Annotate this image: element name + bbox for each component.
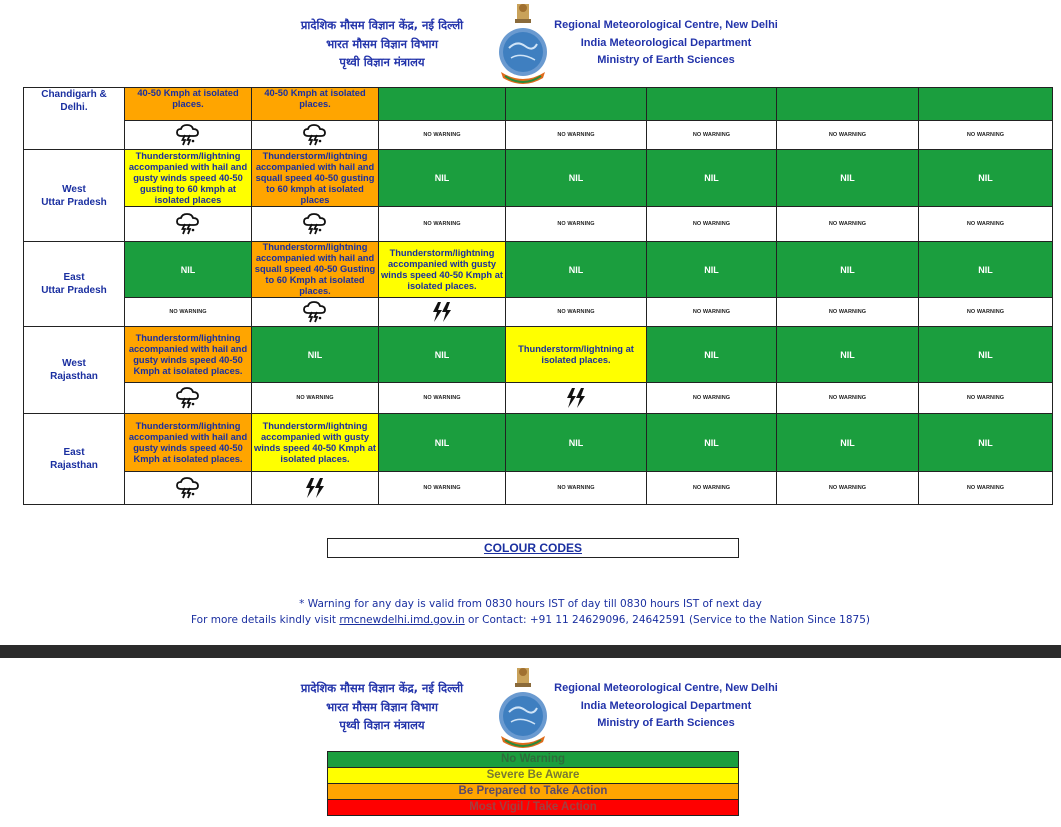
no-warning-label: NO WARNING xyxy=(379,121,506,150)
warning-text-cell xyxy=(647,88,777,121)
thunderstorm-hail-icon xyxy=(125,472,252,505)
thunderstorm-hail-icon xyxy=(252,298,379,327)
no-warning-label: NO WARNING xyxy=(379,383,506,414)
no-warning-label: NO WARNING xyxy=(647,383,777,414)
region-line: Uttar Pradesh xyxy=(41,285,107,296)
no-warning-label: NO WARNING xyxy=(506,121,647,150)
imd-logo-icon xyxy=(495,2,551,84)
details-prefix: For more details kindly visit xyxy=(190,614,337,626)
no-warning-label: NO WARNING xyxy=(125,298,252,327)
warning-nil-cell: NIL xyxy=(379,150,506,207)
warning-text-cell: 40-50 Kmph at isolated places. xyxy=(125,88,252,121)
region-name xyxy=(24,88,125,150)
no-warning-label: NO WARNING xyxy=(777,207,919,242)
warning-text-cell: Thunderstorm/lightning accompanied with hail and gusty winds speed 40-50 Kmph at isolated places. xyxy=(125,327,252,383)
hindi-title-line-3: पृथ्वी विज्ञान मंत्रालय xyxy=(339,55,425,69)
warning-nil-cell: NIL xyxy=(919,414,1053,472)
warning-row xyxy=(24,150,1053,207)
warning-nil-cell: NIL xyxy=(125,242,252,298)
no-warning-label: NO WARNING xyxy=(647,121,777,150)
english-title-line-1-p2: Regional Meteorological Centre, New Delhi xyxy=(554,682,778,694)
colour-codes-label: COLOUR CODES xyxy=(483,541,582,555)
region-line: Rajasthan xyxy=(50,460,98,471)
warning-text-cell: Thunderstorm/lightning accompanied with gusty winds speed 40-50 Kmph at isolated places. xyxy=(252,414,379,472)
warning-nil-cell: NIL xyxy=(647,327,777,383)
icon-row xyxy=(24,121,1053,150)
warning-nil-cell: NIL xyxy=(379,414,506,472)
hindi-title-line-1: प्रादेशिक मौसम विज्ञान केंद्र, नई दिल्ली xyxy=(300,18,464,32)
region-line: East xyxy=(63,447,85,458)
hindi-title-line-3-p2: पृथ्वी विज्ञान मंत्रालय xyxy=(339,718,425,732)
region-line: West xyxy=(62,358,86,369)
thunderstorm-hail-icon xyxy=(252,207,379,242)
warning-nil-cell: NIL xyxy=(379,327,506,383)
english-title-line-2-p2: India Meteorological Department xyxy=(580,700,752,712)
thunderstorm-hail-icon xyxy=(125,121,252,150)
legend-item: Severe Be Aware xyxy=(327,767,739,784)
warning-text-cell xyxy=(379,88,506,121)
validity-note: * Warning for any day is valid from 0830 hours IST of day till 0830 hours IST of next day xyxy=(299,598,762,610)
no-warning-label: NO WARNING xyxy=(919,383,1053,414)
region-line: Chandigarh & xyxy=(41,89,107,100)
region-name xyxy=(24,150,125,242)
hindi-title-line-2-p2: भारत मौसम विज्ञान विभाग xyxy=(326,700,438,714)
warning-table xyxy=(23,87,1053,505)
colour-codes-box xyxy=(327,538,739,558)
no-warning-label: NO WARNING xyxy=(777,472,919,505)
no-warning-label: NO WARNING xyxy=(506,472,647,505)
no-warning-label: NO WARNING xyxy=(506,298,647,327)
warning-text-cell: Thunderstorm/lightning accompanied with hail and gusty winds speed 40-50 Kmph at isolated places. xyxy=(125,414,252,472)
warning-nil-cell: NIL xyxy=(919,327,1053,383)
icon-row xyxy=(24,472,1053,505)
legend-item: No Warning xyxy=(327,751,739,768)
warning-nil-cell: NIL xyxy=(777,327,919,383)
warning-nil-cell: NIL xyxy=(777,242,919,298)
contact-text: or Contact: +91 11 24629096, 24642591 (Service to the Nation Since 1875) xyxy=(468,614,870,626)
warning-nil-cell: NIL xyxy=(647,242,777,298)
warning-text-cell xyxy=(777,88,919,121)
warning-row xyxy=(24,88,1053,121)
warning-nil-cell: NIL xyxy=(777,150,919,207)
no-warning-label: NO WARNING xyxy=(919,121,1053,150)
warning-nil-cell: NIL xyxy=(506,414,647,472)
no-warning-label: NO WARNING xyxy=(919,298,1053,327)
legend-page xyxy=(0,658,1061,827)
warning-text-cell: Thunderstorm/lightning accompanied with hail and squall speed 40-50 Gusting to 60 Kmph at isolated places. xyxy=(252,242,379,298)
icon-row xyxy=(24,207,1053,242)
no-warning-label: NO WARNING xyxy=(647,207,777,242)
warning-text-cell: 40-50 Kmph at isolated places. xyxy=(252,88,379,121)
warning-text-cell: Thunderstorm/lightning accompanied with hail and gusty winds speed 40-50 gusting to 60 kmph at isolated places xyxy=(125,150,252,207)
website-link[interactable]: rmcnewdelhi.imd.gov.in xyxy=(339,614,465,626)
warning-nil-cell: NIL xyxy=(647,150,777,207)
region-line: East xyxy=(63,272,85,283)
no-warning-label: NO WARNING xyxy=(919,472,1053,505)
region-name xyxy=(24,242,125,327)
icon-row xyxy=(24,298,1053,327)
region-line: Rajasthan xyxy=(50,371,98,382)
english-title-line-3-p2: Ministry of Earth Sciences xyxy=(597,717,735,729)
warning-text-cell xyxy=(919,88,1053,121)
lightning-icon xyxy=(252,472,379,505)
warning-nil-cell: NIL xyxy=(647,414,777,472)
thunderstorm-hail-icon xyxy=(252,121,379,150)
thunderstorm-hail-icon xyxy=(125,383,252,414)
english-title-line-3: Ministry of Earth Sciences xyxy=(597,54,735,66)
warning-nil-cell: NIL xyxy=(506,242,647,298)
no-warning-label: NO WARNING xyxy=(379,207,506,242)
no-warning-label: NO WARNING xyxy=(506,207,647,242)
warning-nil-cell: NIL xyxy=(919,242,1053,298)
page-separator xyxy=(0,645,1061,658)
lightning-icon xyxy=(506,383,647,414)
no-warning-label: NO WARNING xyxy=(777,121,919,150)
imd-logo-icon-p2 xyxy=(495,666,551,748)
english-title-line-1: Regional Meteorological Centre, New Delhi xyxy=(554,19,778,31)
warning-row xyxy=(24,242,1053,298)
warning-row xyxy=(24,327,1053,383)
no-warning-label: NO WARNING xyxy=(252,383,379,414)
legend-item: Be Prepared to Take Action xyxy=(327,783,739,800)
no-warning-label: NO WARNING xyxy=(647,472,777,505)
hindi-title-line-2: भारत मौसम विज्ञान विभाग xyxy=(326,37,438,51)
thunderstorm-hail-icon xyxy=(125,207,252,242)
region-line: Delhi. xyxy=(60,102,88,113)
warning-row xyxy=(24,414,1053,472)
region-line: West xyxy=(62,183,86,195)
warning-nil-cell: NIL xyxy=(506,150,647,207)
icon-row xyxy=(24,383,1053,414)
legend-item: Most Vigil / Take Action xyxy=(327,799,739,816)
english-title-line-2: India Meteorological Department xyxy=(580,37,752,49)
no-warning-label: NO WARNING xyxy=(777,383,919,414)
region-name xyxy=(24,327,125,414)
contact-note xyxy=(0,614,1061,626)
region-line: Uttar Pradesh xyxy=(41,196,107,208)
warning-text-cell: Thunderstorm/lightning accompanied with gusty winds speed 40-50 Kmph at isolated places. xyxy=(379,242,506,298)
warning-nil-cell: NIL xyxy=(919,150,1053,207)
warning-nil-cell: NIL xyxy=(777,414,919,472)
hindi-title-line-1-p2: प्रादेशिक मौसम विज्ञान केंद्र, नई दिल्ली xyxy=(300,681,464,695)
warning-text-cell xyxy=(506,88,647,121)
warning-text-cell: Thunderstorm/lightning accompanied with hail and squall speed 40-50 gusting to 60 kmph at isolated places xyxy=(252,150,379,207)
warning-nil-cell: NIL xyxy=(252,327,379,383)
no-warning-label: NO WARNING xyxy=(379,472,506,505)
warning-text-cell: Thunderstorm/lightning at isolated places. xyxy=(506,327,647,383)
region-name xyxy=(24,414,125,505)
lightning-icon xyxy=(379,298,506,327)
no-warning-label: NO WARNING xyxy=(777,298,919,327)
no-warning-label: NO WARNING xyxy=(919,207,1053,242)
no-warning-label: NO WARNING xyxy=(647,298,777,327)
